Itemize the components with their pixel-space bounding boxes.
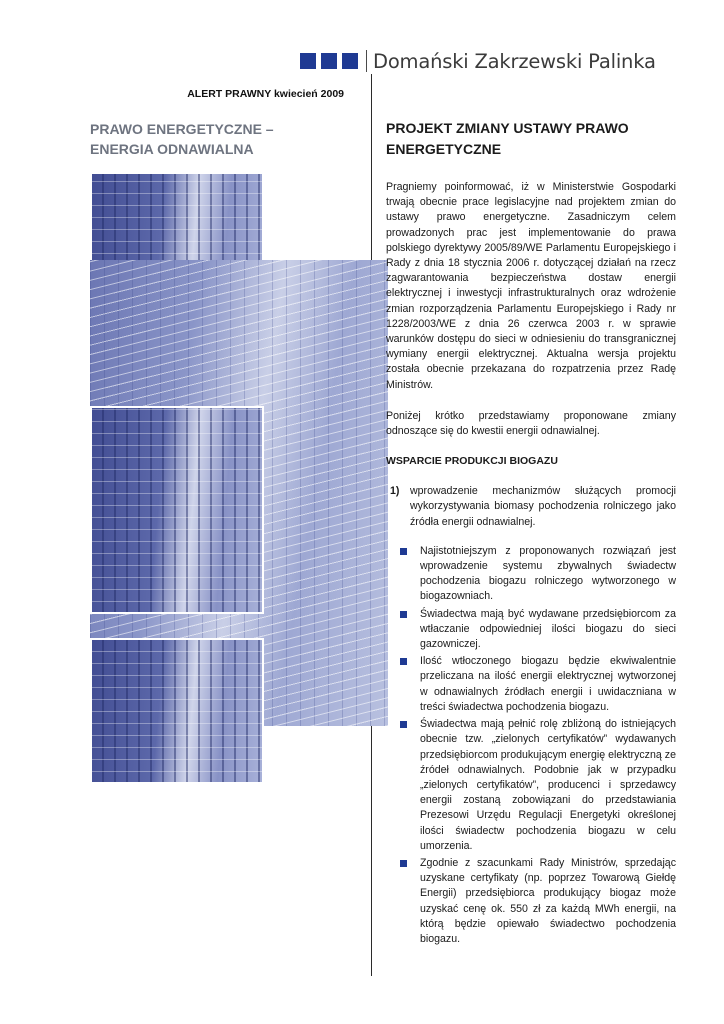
list-item: [400, 607, 676, 653]
bullet-text: Świadectwa mają być wydawane przedsiębiorcom za wtłaczanie odpowiedniej ilości biogazu do sieci gazowniczej.: [420, 607, 676, 651]
square-bullet-icon: [400, 721, 407, 728]
list-item: [400, 654, 676, 715]
left-title-line1: PRAWO ENERGETYCZNE –: [90, 121, 274, 137]
square-bullet-icon: [400, 611, 407, 618]
alert-line: ALERT PRAWNY kwiecień 2009: [187, 88, 344, 100]
list-item: [400, 856, 676, 947]
article-title-line1: PROJEKT ZMIANY USTAWY PRAWO: [386, 120, 629, 136]
numbered-item: [386, 484, 676, 530]
list-item: [400, 717, 676, 854]
square-bullet-icon: [400, 658, 407, 665]
logo-square: [300, 53, 316, 69]
article-title: [386, 118, 676, 160]
bullet-list: [386, 544, 676, 947]
section-heading: WSPARCIE PRODUKCJI BIOGAZU: [386, 455, 558, 468]
logo-squares-icon: [300, 53, 358, 69]
left-title-line2: ENERGIA ODNAWIALNA: [90, 141, 254, 157]
logo-square: [321, 53, 337, 69]
firm-logo: [300, 48, 656, 74]
logo-name: Domański Zakrzewski Palinka: [373, 49, 656, 73]
building-photo-collage: [90, 172, 388, 784]
bullet-text: Świadectwa mają pełnić rolę zbliżoną do istniejących obecnie tzw. „zielonych certyfikatów” wydawanych przedsiębiorcom produkującym energię elektryczną ze źródeł odnawialnych. Podobnie jak w przypadku „zielonych certyfikatów”, producenci i sprzedawcy energii zostaną zobowiązani do przedstawiania Prezesowi Urzędu Regulacji Energetyki określonej ilości świadectw pochodzenia biogazu w celu umorzenia.: [420, 718, 676, 852]
bullet-text: Ilość wtłoczonego biogazu będzie ekwiwalentnie przeliczana na ilość energii elektrycznej wytworzonej w odnawialnych źródłach energii i uwidaczniana w treści świadectwa pochodzenia biogazu.: [420, 655, 676, 713]
bullet-text: Zgodnie z szacunkami Rady Ministrów, sprzedając uzyskane certyfikaty (np. poprzez Towarową Giełdę Energii) przedsiębiorca produkujący biogaz może uzyskać cenę ok. 550 zł za każdą MWh energii, na którą będzie opiewało świadectwo pochodzenia biogazu.: [420, 856, 676, 945]
item-text: wprowadzenie mechanizmów służących promocji wykorzystywania biomasy pochodzenia rolniczego jako źródła energii odnawialnej.: [410, 485, 676, 528]
article-title-line2: ENERGETYCZNE: [386, 141, 502, 157]
building-photo-panel: [90, 638, 264, 784]
item-number: 1): [390, 485, 400, 498]
list-item: [400, 544, 676, 605]
building-photo-panel: [90, 406, 264, 614]
article-column: [386, 118, 676, 949]
logo-square: [342, 53, 358, 69]
intro-paragraph: Pragniemy poinformować, iż w Ministerstwie Gospodarki trwają obecnie prace legislacyjne nad projektem zmian do ustawy prawo energetyczne. Zasadniczym celem prowadzonych prac jest implementowanie do prawa polskiego dyrektywy 2005/89/WE Parlamentu Europejskiego i Rady z dnia 18 stycznia 2006 r. dotyczącej działań na rzecz zagwarantowania bezpieczeństwa dostaw energii elektrycznej i inwestycji infrastrukturalnych oraz wdrożenie zmian rozporządzenia Parlamentu Europejskiego i Rady nr 1228/2003/WE z dnia 26 czerwca 2003 r. w sprawie warunków dostępu do sieci w odniesieniu do transgranicznej wymiany energii elektrycznej. Aktualna wersja projektu została obecnie przekazana do rozpatrzenia przez Radę Ministrów.: [386, 181, 676, 391]
left-title: [90, 119, 360, 159]
square-bullet-icon: [400, 860, 407, 867]
bullet-text: Najistotniejszym z proponowanych rozwiązań jest wprowadzenie systemu zbywalnych świadectw pochodzenia biogazu rolniczego wytworzonego w biogazowniach.: [420, 544, 676, 603]
square-bullet-icon: [400, 548, 407, 555]
summary-paragraph: Poniżej krótko przedstawiamy proponowane zmiany odnoszące się do kwestii energii odnawialnej.: [386, 409, 676, 438]
logo-separator: [366, 50, 367, 72]
